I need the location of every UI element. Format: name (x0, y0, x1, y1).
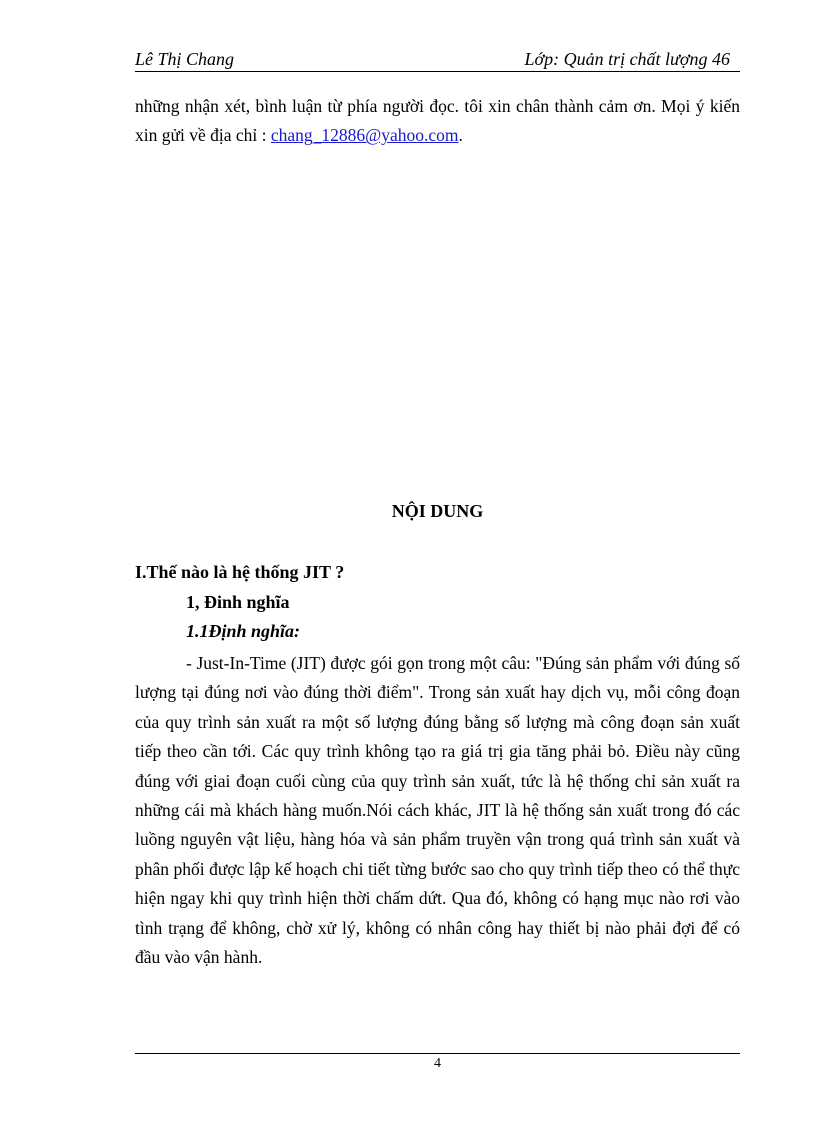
intro-text: những nhận xét, bình luận từ phía người đọc. tôi xin chân thành cảm ơn. Mọi ý kiến xin gửi về địa chỉ : (135, 96, 740, 146)
subsection-title: 1, Đinh nghĩa (186, 592, 290, 612)
page-footer (135, 1053, 740, 1072)
page-header (135, 49, 740, 72)
section-title: I.Thế nào là hệ thống JIT ? (135, 562, 345, 582)
content-heading: NỘI DUNG (391, 501, 484, 521)
page-number: 4 (434, 1056, 441, 1071)
email-link[interactable]: chang_12886@yahoo.com (270, 125, 459, 146)
intro-paragraph (135, 92, 740, 151)
header-author: Lê Thị Chang (135, 49, 235, 69)
header-class: Lớp: Quản trị chất lượng 46 (524, 49, 730, 69)
intro-end: . (458, 125, 463, 146)
definition-text: - Just-In-Time (JIT) được gói gọn trong một câu: "Đúng sản phẩm với đúng số lượng tại đúng nơi vào đúng thời điểm". Trong sản xuất hay dịch vụ, mỗi công đoạn của quy trình sản xuất ra một số lượng đúng bằng số lượng mà công đoạn sản xuất tiếp theo cần tới. Các quy trình không tạo ra giá trị gia tăng phải bỏ. Điều này cũng đúng với giai đoạn cuối cùng của quy trình sản xuất, tức là hệ thống chỉ sản xuất ra những cái mà khách hàng muốn.Nói cách khác, JIT là hệ thống sản xuất trong đó các luồng nguyên vật liệu, hàng hóa và sản phẩm truyền vận trong quá trình sản xuất và phân phối được lập kế hoạch chi tiết từng bước sao cho quy trình tiếp theo có thể thực hiện ngay khi quy trình hiện thời chấm dứt. Qua đó, không có hạng mục nào rơi vào tình trạng để không, chờ xử lý, không có nhân công hay thiết bị nào phải đợi để có đầu vào vận hành. (135, 653, 740, 968)
definition-paragraph (135, 649, 740, 972)
subsubsection-title: 1.1Định nghĩa: (186, 621, 301, 641)
